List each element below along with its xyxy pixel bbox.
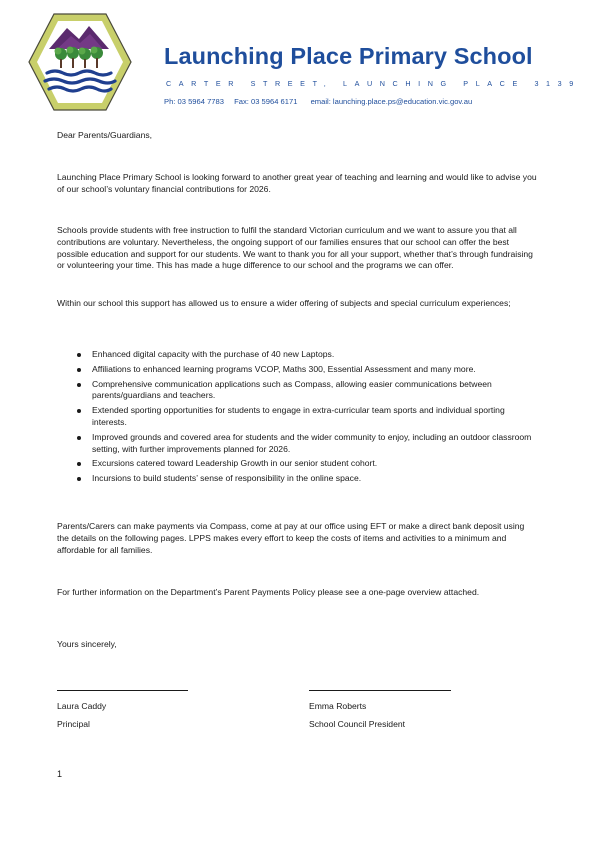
fax-number: Fax: 03 5964 6171: [234, 97, 298, 106]
list-item-text: Enhanced digital capacity with the purchase of 40 new Laptops.: [92, 349, 335, 359]
paragraph-payments: Parents/Carers can make payments via Compass, come at pay at our office using EFT or make a direct bank deposit using the details on the following pages. LPPS makes every effort to keep the costs of items and activities to a minimum and affordable for all families.: [57, 521, 525, 555]
bullet-icon: [77, 383, 81, 387]
signature-line-left: [57, 690, 188, 691]
list-item-text: Excursions catered toward Leadership Growth in our senior student cohort.: [92, 458, 378, 469]
signatory-title-left: Principal: [57, 719, 90, 729]
list-item: [57, 379, 537, 403]
signatory-title-right: School Council President: [309, 719, 406, 729]
email-address: email: launching.place.ps@education.vic.gov.au: [310, 97, 473, 106]
list-item-text: Incursions to build students’ sense of responsibility in the online space.: [92, 473, 362, 484]
bullet-icon: [77, 436, 81, 440]
school-name: Launching Place Primary School: [164, 43, 533, 69]
bullet-icon: [77, 353, 81, 357]
bullet-icon: [77, 368, 81, 372]
school-address: CARTER STREET, LAUNCHING PLACE 3139: [166, 79, 581, 88]
benefits-list: [57, 349, 537, 488]
paragraph-offering: Within our school this support has allowed us to ensure a wider offering of subjects and special curriculum experiences;: [57, 298, 511, 308]
list-item: [57, 405, 537, 429]
list-item-text: Affiliations to enhanced learning programs VCOP, Maths 300, Essential Assessment and many more.: [92, 363, 476, 374]
contact-line: [164, 97, 480, 106]
signatory-name-left: Laura Caddy: [57, 701, 107, 711]
signature-line-right: [309, 690, 451, 691]
list-item: [57, 364, 537, 376]
list-item: [57, 458, 537, 470]
list-item: [57, 473, 537, 485]
salutation: Dear Parents/Guardians,: [57, 130, 153, 140]
page-number: 1: [57, 769, 63, 779]
school-logo-emblem: [27, 12, 133, 112]
paragraph-policy: For further information on the Department’s Parent Payments Policy please see a one-page overview attached.: [57, 587, 480, 597]
bullet-icon: [77, 409, 81, 413]
bullet-icon: [77, 477, 81, 481]
paragraph-support: Schools provide students with free instruction to fulfil the standard Victorian curriculum and we want to assure you that all contributions are voluntary. Nevertheless, the ongoing support of our families ensures that our school can offer the best possible education and support for our students. We want to thank you for all your support, whether that’s through fundraising or volunteering your time. This has made a huge difference to our school and the programs we can offer.: [57, 225, 533, 271]
list-item-text: Comprehensive communication applications such as Compass, allowing easier communications between parents/guardians and teachers.: [92, 378, 492, 401]
closing: Yours sincerely,: [57, 639, 117, 649]
bullet-icon: [77, 462, 81, 466]
paragraph-intro: Launching Place Primary School is looking forward to another great year of teaching and learning and would like to advise you of our school’s voluntary financial contributions for 2026.: [57, 172, 537, 194]
signatory-name-right: Emma Roberts: [309, 701, 367, 711]
list-item: [57, 349, 537, 361]
list-item-text: Improved grounds and covered area for students and the wider community to enjoy, including an outdoor classroom setting, with further improvements planned for 2026.: [92, 431, 532, 454]
list-item: [57, 432, 537, 456]
phone-number: Ph: 03 5964 7783: [164, 97, 224, 106]
list-item-text: Extended sporting opportunities for students to engage in extra-curricular team sports and individual sporting interests.: [92, 405, 505, 427]
